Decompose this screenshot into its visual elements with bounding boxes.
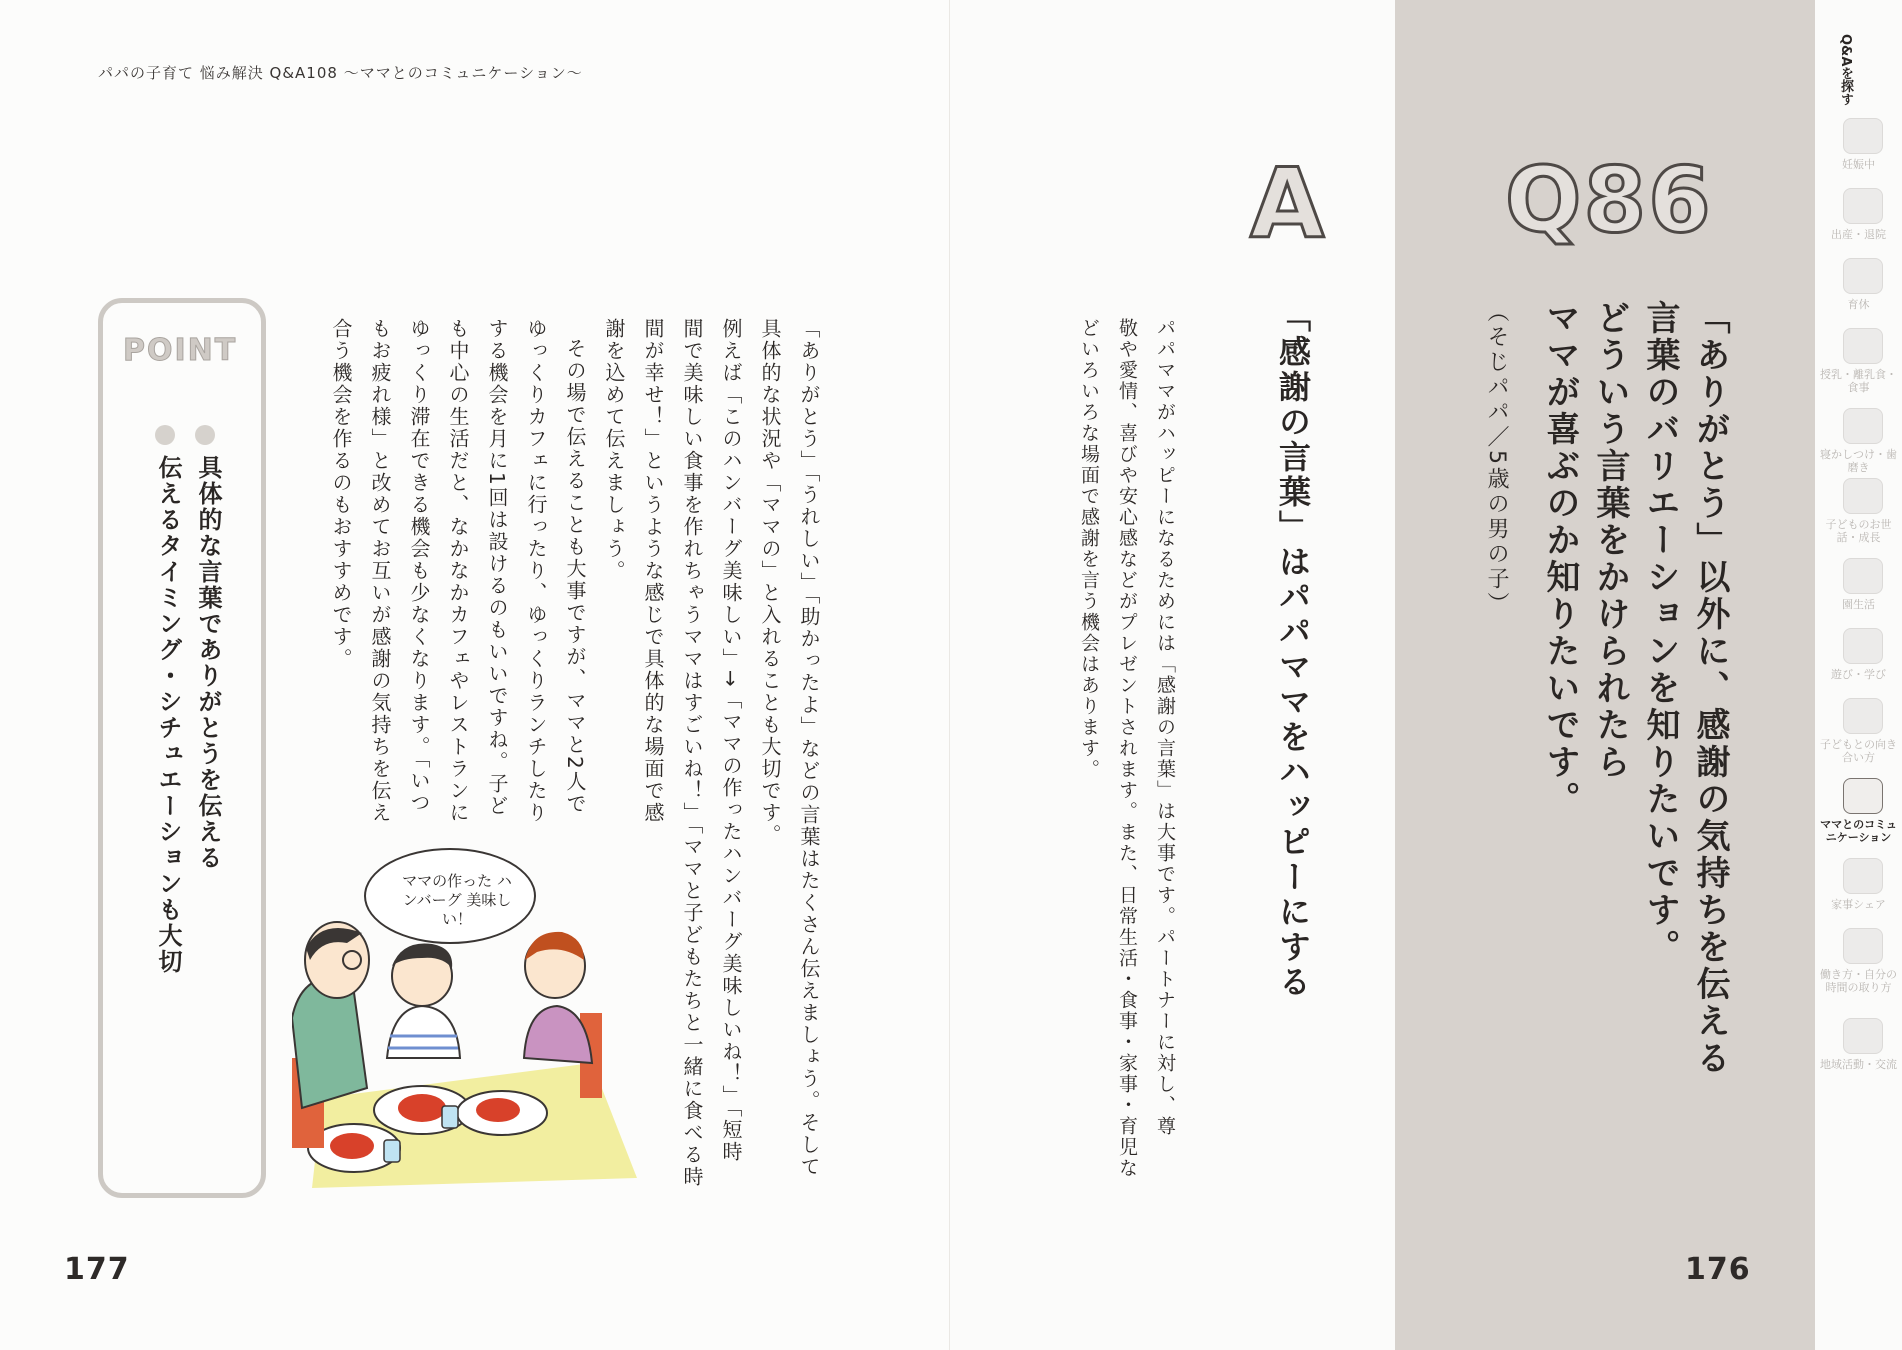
baby-icon <box>1843 188 1883 224</box>
body-line: 間が幸せ！」というような感じで具体的な場面で感 <box>641 318 665 824</box>
point-label: POINT <box>123 333 238 368</box>
body-line: する機会を月に1回は設けるのもいいですね。子ど <box>485 318 509 817</box>
answer-letter: A <box>1250 148 1327 260</box>
point-bullet-2 <box>155 425 175 445</box>
body-line: 謝を込めて伝えましょう。 <box>602 318 626 582</box>
index-item-community[interactable] <box>1815 1018 1902 1090</box>
body-line: 「ありがとう」「うれしい」「助かったよ」などの言葉はたくさん伝えましょう。そして <box>797 318 821 1178</box>
index-item-growth[interactable] <box>1815 478 1902 550</box>
school-icon <box>1843 558 1883 594</box>
question-panel <box>1395 0 1815 1350</box>
index-item-label: 育休 <box>1847 298 1870 311</box>
left-page <box>0 0 950 1350</box>
intro-line: どいろいろな場面で感謝を言う機会はあります。 <box>1078 318 1100 780</box>
feeding-icon <box>1843 328 1883 364</box>
body-line: ゆっくりカフェに行ったり、ゆっくりランチしたり <box>524 318 548 824</box>
index-item-label: 子どもとの向き合い方 <box>1820 738 1897 764</box>
index-item-label: ママとのコミュニケーション <box>1820 818 1897 844</box>
index-item-school[interactable] <box>1815 558 1902 630</box>
index-item-pregnancy[interactable] <box>1815 118 1902 190</box>
index-item-feeding[interactable] <box>1815 328 1902 400</box>
answer-intro <box>1070 318 1184 1179</box>
growth-icon <box>1843 478 1883 514</box>
index-item-label: 子どものお世話・成長 <box>1825 518 1892 544</box>
index-item-label: 地域活動・交流 <box>1820 1058 1897 1071</box>
work-icon <box>1843 928 1883 964</box>
parenting-icon <box>1843 698 1883 734</box>
body-line: も中心の生活だと、なかなかカフェやレストランに <box>446 318 470 824</box>
question-number: Q86 <box>1505 148 1713 253</box>
index-item-parenting[interactable] <box>1815 698 1902 770</box>
body-line: もお疲れ様」と改めてお互いが感謝の気持ちを伝え <box>368 318 392 824</box>
question-text <box>1535 300 1735 1077</box>
index-item-chores[interactable] <box>1815 858 1902 930</box>
index-item-label: 授乳・離乳食・食事 <box>1820 368 1897 394</box>
question-line: ママが喜ぶのか知りたいです。 <box>1540 300 1580 818</box>
index-item-mama-communication[interactable] <box>1815 778 1902 850</box>
chat-icon <box>1843 778 1883 814</box>
index-item-label: 働き方・自分の時間の取り方 <box>1820 968 1897 994</box>
pregnancy-icon <box>1843 118 1883 154</box>
body-line: 間で美味しい食事を作れちゃうママはすごいね！」「ママと子どもたちと一緒に食べる時 <box>680 318 704 1188</box>
play-icon <box>1843 628 1883 664</box>
index-header: Q&Aを探す <box>1838 34 1853 106</box>
index-item-play[interactable] <box>1815 628 1902 700</box>
body-line: 例えば「このハンバーグ美味しい」→「ママの作ったハンバーグ美味しいね！」「短時 <box>719 318 743 1163</box>
index-item-label: 家事シェア <box>1831 898 1886 911</box>
answer-headline: 「感謝の言葉」はパパママをハッピーにする <box>1274 300 1312 1000</box>
index-item-label: 園生活 <box>1842 598 1875 611</box>
index-item-sleep[interactable] <box>1815 408 1902 480</box>
question-line: 言葉のバリエーションを知りたいです。 <box>1640 300 1680 966</box>
community-icon <box>1843 1018 1883 1054</box>
body-line: 具体的な状況や「ママの」と入れることも大切です。 <box>758 318 782 846</box>
body-line: 合う機会を作るのもおすすめです。 <box>329 318 353 670</box>
point-item-1: 具体的な言葉でありがとうを伝える <box>194 455 222 871</box>
speech-bubble <box>364 848 536 944</box>
index-item-label: 出産・退院 <box>1831 228 1886 241</box>
index-item-label: 妊娠中 <box>1842 158 1875 171</box>
running-head: パパの子育て 悩み解決 Q&A108 〜ママとのコミュニケーション〜 <box>98 64 583 82</box>
index-item-label: 遊び・学び <box>1831 668 1886 681</box>
sleep-icon <box>1843 408 1883 444</box>
index-tab <box>1815 0 1902 1350</box>
page-number-left: 177 <box>64 1252 130 1287</box>
body-line: その場で伝えることも大事ですが、ママと2人で <box>563 338 587 815</box>
index-item-parental-leave[interactable] <box>1815 258 1902 330</box>
body-line: ゆっくり滞在できる機会も少なくなります。「いつ <box>407 318 431 814</box>
index-item-work[interactable] <box>1815 928 1902 1000</box>
chores-icon <box>1843 858 1883 894</box>
intro-line: パパママがハッピーになるためには「感謝の言葉」は大事です。パートナーに対し、尊 <box>1154 318 1176 1137</box>
point-item-2: 伝えるタイミング・シチュエーションも大切 <box>154 455 182 975</box>
speech-bubble-text: ママの作った ハンバーグ 美味しい！ <box>402 872 512 928</box>
intro-line: 敬や愛情、喜びや安心感などがプレゼントされます。また、日常生活・食事・家事・育児な <box>1116 318 1138 1179</box>
index-item-label: 寝かしつけ・歯磨き <box>1820 448 1897 474</box>
asker-info: （そじパパ／5歳の男の子） <box>1484 300 1509 617</box>
page-number-right: 176 <box>1685 1252 1751 1287</box>
point-bullet-1 <box>195 425 215 445</box>
index-item-birth[interactable] <box>1815 188 1902 260</box>
point-box <box>98 298 266 1198</box>
question-line: 「ありがとう」以外に、感謝の気持ちを伝える <box>1690 300 1730 1077</box>
parental-leave-icon <box>1843 258 1883 294</box>
family-dinner-illustration <box>292 848 652 1188</box>
question-line: どういう言葉をかけられたら <box>1590 300 1630 781</box>
